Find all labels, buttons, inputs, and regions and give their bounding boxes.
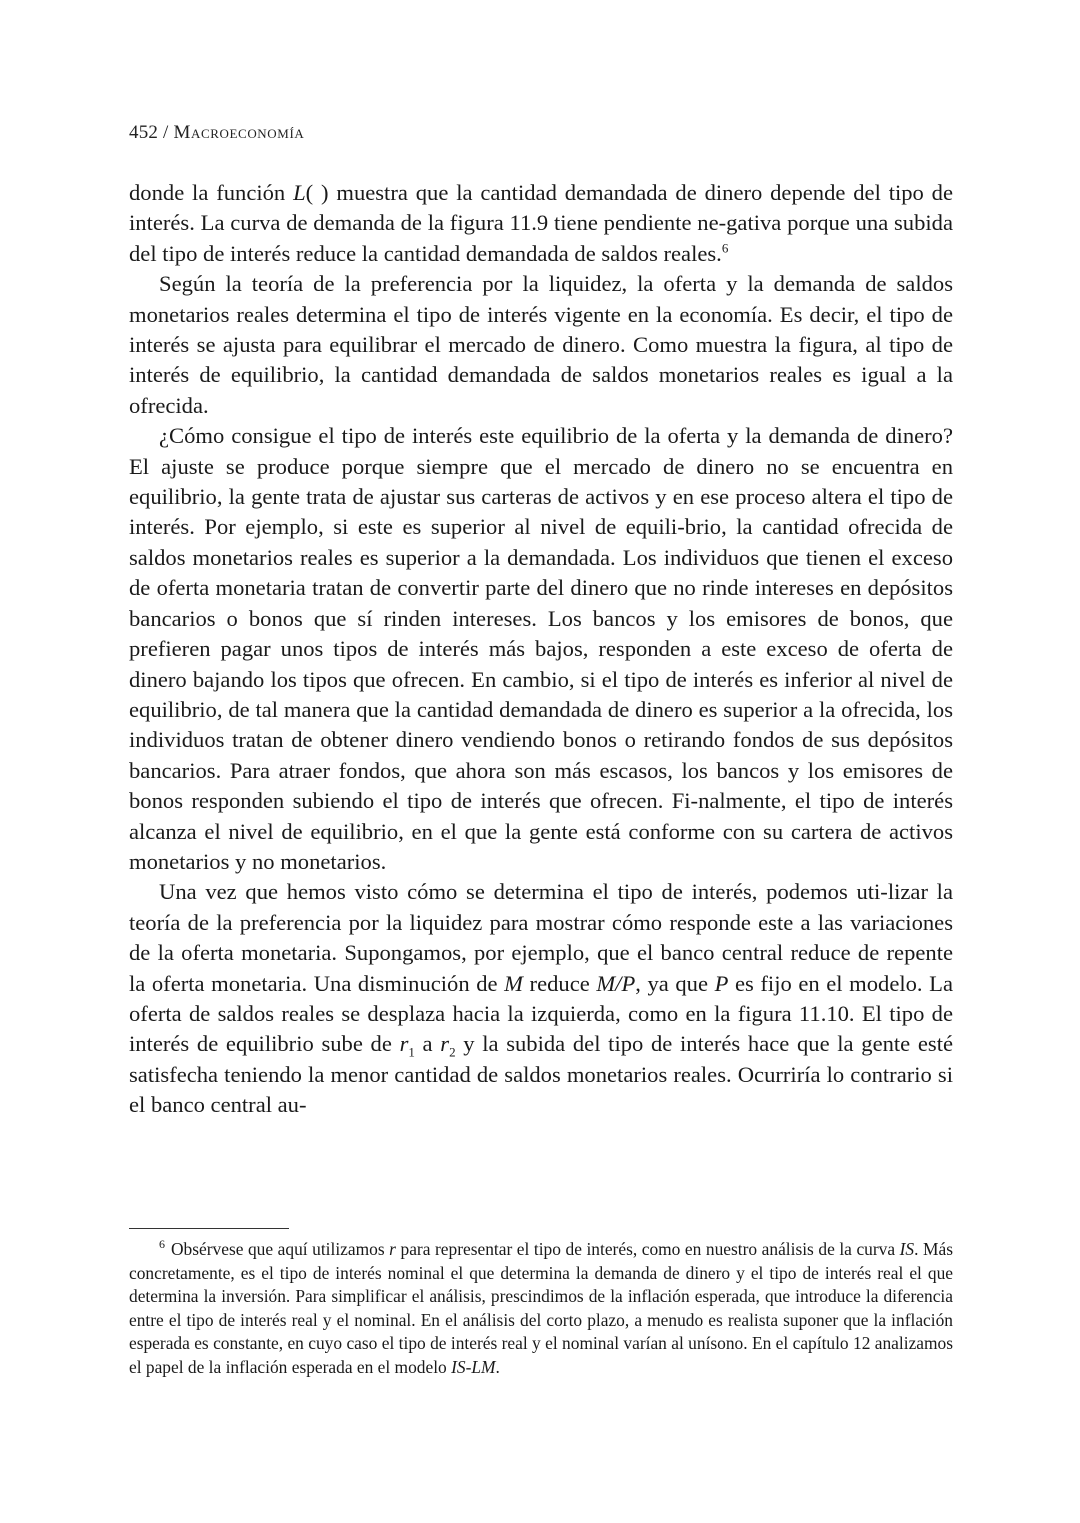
text-run: , ya que [635, 970, 715, 996]
body-text [129, 178, 953, 1121]
text-run: es fijo en el modelo. La oferta de saldos reales se desplaza hacia la izquierda, como en la figura 11.10. El tipo de interés de equilibrio sube de [129, 970, 953, 1057]
math-symbol: r [440, 1031, 450, 1057]
math-symbol: IS-LM [451, 1356, 496, 1377]
subscript: 2 [449, 1044, 456, 1060]
math-symbol: r [389, 1239, 396, 1259]
subscript: 1 [408, 1044, 415, 1060]
text-run: ( ) muestra que la cantidad demandada de dinero depende del tipo de interés. La curva de demanda de la figura 11.9 tiene pendiente ne-gativa porque una subida del tipo de interés reduce la cantidad demandada de saldos reales. [129, 180, 954, 266]
text-run: donde la función [129, 180, 294, 205]
math-symbol: IS [899, 1239, 915, 1259]
math-symbol: M [504, 970, 523, 996]
text-run: Obsérvese que aquí utilizamos [171, 1239, 390, 1259]
footnote-divider [129, 1228, 289, 1229]
book-title: Macroeconomía [173, 122, 305, 143]
running-header [129, 122, 953, 144]
header-separator: / [158, 122, 174, 143]
text-run: . [495, 1356, 500, 1377]
text-run: para representar el tipo de interés, como en nuestro análisis de la curva [395, 1239, 900, 1259]
page [129, 122, 953, 1121]
page-number: 452 [129, 122, 159, 143]
text-run: a [414, 1031, 441, 1057]
math-symbol: r [399, 1031, 409, 1057]
text-run: y la subida del tipo de interés hace que la gente esté satisfecha teniendo la menor cantidad de saldos monetarios reales. Ocurriría lo contrario si el banco central au- [129, 1031, 954, 1118]
text-run: . Más concretamente, es el tipo de interés nominal el que determina la demanda de dinero y el tipo de interés real el que determina la inversión. Para simplificar el análisis, prescindimos de la inflación esperada, que introduce la diferencia entre el tipo de interés real y el nominal. En el análisis del corto plazo, a menudo es realista suponer que la inflación esperada es constante, en cuyo caso el tipo de interés real y el nominal varían al unísono. En el capítulo 12 analizamos el papel de la inflación esperada en el modelo [129, 1239, 953, 1377]
math-symbol: P [714, 970, 729, 996]
footnote-number: 6 [159, 1237, 165, 1252]
paragraph-2: Según la teoría de la preferencia por la liquidez, la oferta y la demanda de saldos monetarios reales determina el tipo de interés vigente en la economía. Es decir, el tipo de interés se ajusta para equilibrar el mercado de dinero. Como muestra la figura, al tipo de interés de equilibrio, la cantidad demandada de saldos monetarios reales es igual a la ofrecida. [129, 271, 953, 418]
paragraph-3: ¿Cómo consigue el tipo de interés este equilibrio de la oferta y la demanda de dinero? El ajuste se produce porque siempre que el mercado de dinero no se encuentra en equilibrio, la gente trata de ajustar sus carteras de activos y en ese proceso altera el tipo de interés. Por ejemplo, si este es superior al nivel de equili-brio, la cantidad ofrecida de saldos monetarios reales es superior a la demandada. Los individuos que tienen el exceso de oferta monetaria tratan de convertir parte del dinero que no rinde intereses en depósitos bancarios o bonos que sí rinden intereses. Los bancos y los emisores de bonos, que prefieren pagar unos tipos de interés más bajos, responden a este exceso de oferta de dinero bajando los tipos que ofrecen. En cambio, si el tipo de interés es inferior al nivel de equilibrio, de tal manera que la cantidad demandada de dinero es superior a la ofrecida, los individuos tratan de obtener dinero vendiendo bonos o retirando fondos de sus depósitos bancarios. Para atraer fondos, que ahora son más escasos, los bancos y los emisores de bonos responden subiendo el tipo de interés que ofrecen. Fi-nalmente, el tipo de interés alcanza el nivel de equilibrio, en el que la gente está conforme con su cartera de activos monetarios y no monetarios. [129, 423, 953, 874]
footnote [129, 1238, 953, 1380]
text-run: reduce [522, 970, 597, 996]
math-symbol: M/P [596, 970, 636, 996]
paragraph-4 [129, 877, 953, 1120]
footnote-ref: 6 [721, 240, 729, 256]
text-run: Una vez que hemos visto cómo se determina el tipo de interés, podemos uti-lizar la teoría de la preferencia por la liquidez para mostrar cómo responde este a las variaciones de la oferta monetaria. Supongamos, por ejemplo, que el banco central reduce de repente la oferta monetaria. Una disminución de [129, 879, 953, 996]
function-symbol: L [293, 180, 306, 205]
paragraph-1 [129, 178, 953, 269]
